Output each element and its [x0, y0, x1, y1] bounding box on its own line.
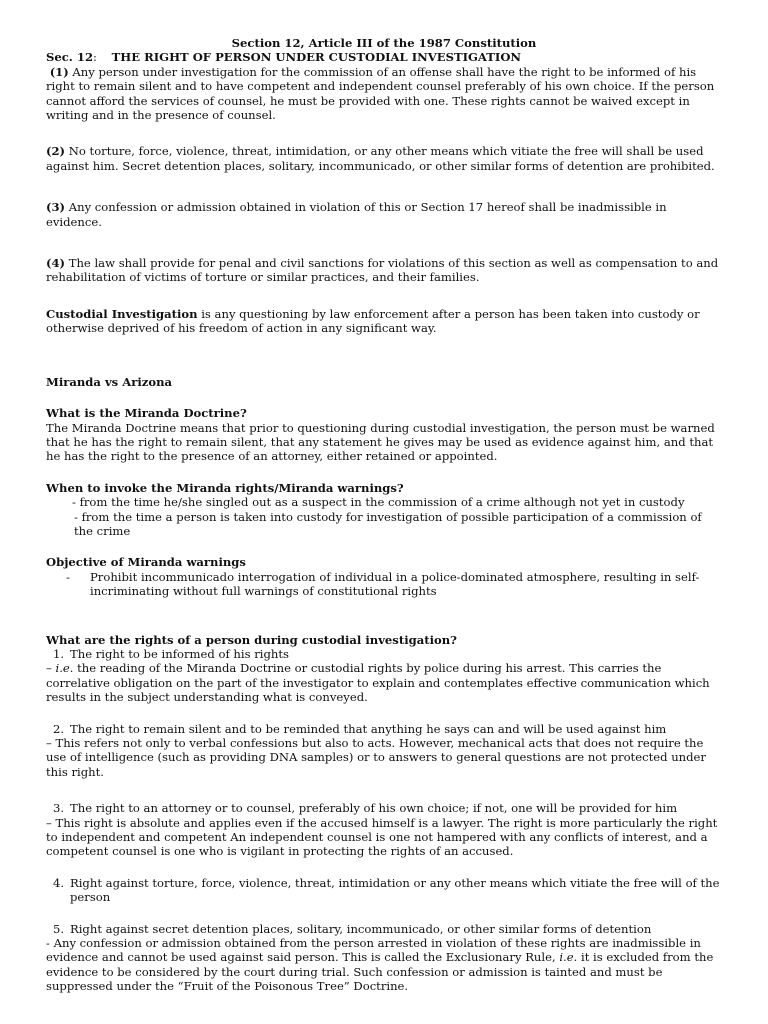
right-1-desc: [46, 661, 722, 704]
right-4-number: 4.: [52, 875, 64, 890]
clause-4-text: The law shall provide for penal and civil sanctions for violations of this section as well as compensation to and rehabilitation of victims of torture or similar practices, and their families.: [46, 256, 719, 285]
objective-dash: -: [66, 569, 70, 584]
clause-2-text: No torture, force, violence, threat, intimidation, or any other means which vitiate the free will shall be used against him. Secret detention places, solitary, incommunicado, or other similar forms of detention are prohibited.: [46, 144, 715, 173]
clause-1: [46, 65, 722, 123]
right-3-desc: – This right is absolute and applies even if the accused himself is a lawyer. The right is more particularly the right to independent and competent An independent counsel is one not hampered with any conflicts of interest, and a competent counsel is one who is vigilant in protecting the rights of an accused.: [46, 815, 718, 859]
clause-3-text: Any confession or admission obtained in violation of this or Section 17 hereof shall be inadmissible in evidence.: [46, 200, 667, 229]
right-1-number: 1.: [52, 646, 64, 661]
section-colon: :: [93, 50, 97, 65]
section-label: Sec. 12: [46, 50, 94, 65]
right-2-title: The right to remain silent and to be reminded that anything he says can and will be used against him: [70, 721, 667, 736]
right-1-ie: i.e.: [55, 661, 74, 676]
right-5-desc-b: it is excluded from the evidence to be considered by the court during trial. Such confession or admission is tainted and must be suppressed under the “Fruit of the Poisonous Tree” Doctrine.: [46, 950, 714, 994]
right-3: [46, 801, 722, 815]
objective-item: [46, 570, 722, 599]
right-2: [46, 722, 722, 736]
right-3-number: 3.: [52, 801, 64, 816]
case-heading: Miranda vs Arizona: [46, 374, 173, 389]
clause-4-number: (4): [46, 256, 66, 271]
doctrine-answer: The Miranda Doctrine means that prior to questioning during custodial investigation, the person must be warned that he has the right to remain silent, that any statement he gives may be used as evidence against him, and that he has the right to the presence of an attorney, either retained or appointed.: [46, 420, 715, 464]
right-2-number: 2.: [52, 721, 64, 736]
right-5-ie: i.e.: [559, 950, 578, 965]
clause-3-number: (3): [46, 200, 66, 215]
clause-2-number: (2): [46, 144, 66, 159]
rights-question: What are the rights of a person during custodial investigation?: [46, 632, 457, 647]
custodial-definition: [46, 307, 722, 336]
clause-2: [46, 144, 722, 173]
right-5-desc: [46, 936, 722, 994]
section-heading-text: THE RIGHT OF PERSON UNDER CUSTODIAL INVESTIGATION: [111, 50, 522, 65]
invoke-question: When to invoke the Miranda rights/Miranda warnings?: [46, 480, 404, 495]
right-5: [46, 922, 722, 936]
invoke-item-1: - from the time he/she singled out as a suspect in the commission of a crime although not yet in custody: [72, 495, 685, 510]
clause-1-text: Any person under investigation for the commission of an offense shall have the right to be informed of his right to remain silent and to have competent and independent counsel preferably of his own choice. If the person cannot afford the services of counsel, he must be provided with one. These rights cannot be waived except in writing and in the presence of counsel.: [46, 64, 715, 123]
right-4: [46, 876, 722, 905]
invoke-item-2: - from the time a person is taken into custody for investigation of possible participation of a commission of the crime: [74, 509, 702, 538]
right-1-dash: –: [46, 661, 56, 676]
right-1: [46, 647, 722, 661]
right-2-desc: – This refers not only to verbal confessions but also to acts. However, mechanical acts that does not require the use of intelligence (such as providing DNA samples) or to answers to general questions are not protected under this right.: [46, 736, 706, 779]
objective-heading: Objective of Miranda warnings: [46, 555, 246, 570]
right-1-title: The right to be informed of his rights: [70, 646, 289, 661]
clause-1-number: (1): [49, 64, 69, 79]
objective-item-text: Prohibit incommunicado interrogation of individual in a police-dominated atmosphere, resulting in self-incriminating without full warnings of constitutional rights: [90, 569, 700, 599]
document-title: Section 12, Article III of the 1987 Constitution: [231, 36, 537, 50]
right-4-title: Right against torture, force, violence, threat, intimidation or any other means which vitiate the free will of the person: [70, 875, 720, 905]
right-5-title: Right against secret detention places, solitary, incommunicado, or other similar forms of detention: [70, 921, 652, 936]
custodial-term: Custodial Investigation: [46, 306, 198, 321]
clause-3: [46, 200, 722, 229]
section-heading: [46, 50, 722, 64]
right-3-title: The right to an attorney or to counsel, preferably of his own choice; if not, one will be provided for him: [70, 801, 678, 816]
custodial-def-text: is any questioning by law enforcement after a person has been taken into custody or otherwise deprived of his freedom of action in any significant way.: [46, 306, 700, 336]
right-1-desc-text: the reading of the Miranda Doctrine or custodial rights by police during his arrest. This carries the correlative obligation on the part of the investigator to explain and contemplates effective communication which results in the subject understanding what is conveyed.: [46, 661, 710, 705]
right-5-desc-a: - Any confession or admission obtained from the person arrested in violation of these rights are inadmissible in evidence and cannot be used against said person. This is called the Exclusionary Rule,: [46, 936, 701, 965]
doctrine-question: What is the Miranda Doctrine?: [46, 406, 247, 421]
right-5-number: 5.: [52, 921, 64, 936]
clause-4: [46, 256, 722, 285]
